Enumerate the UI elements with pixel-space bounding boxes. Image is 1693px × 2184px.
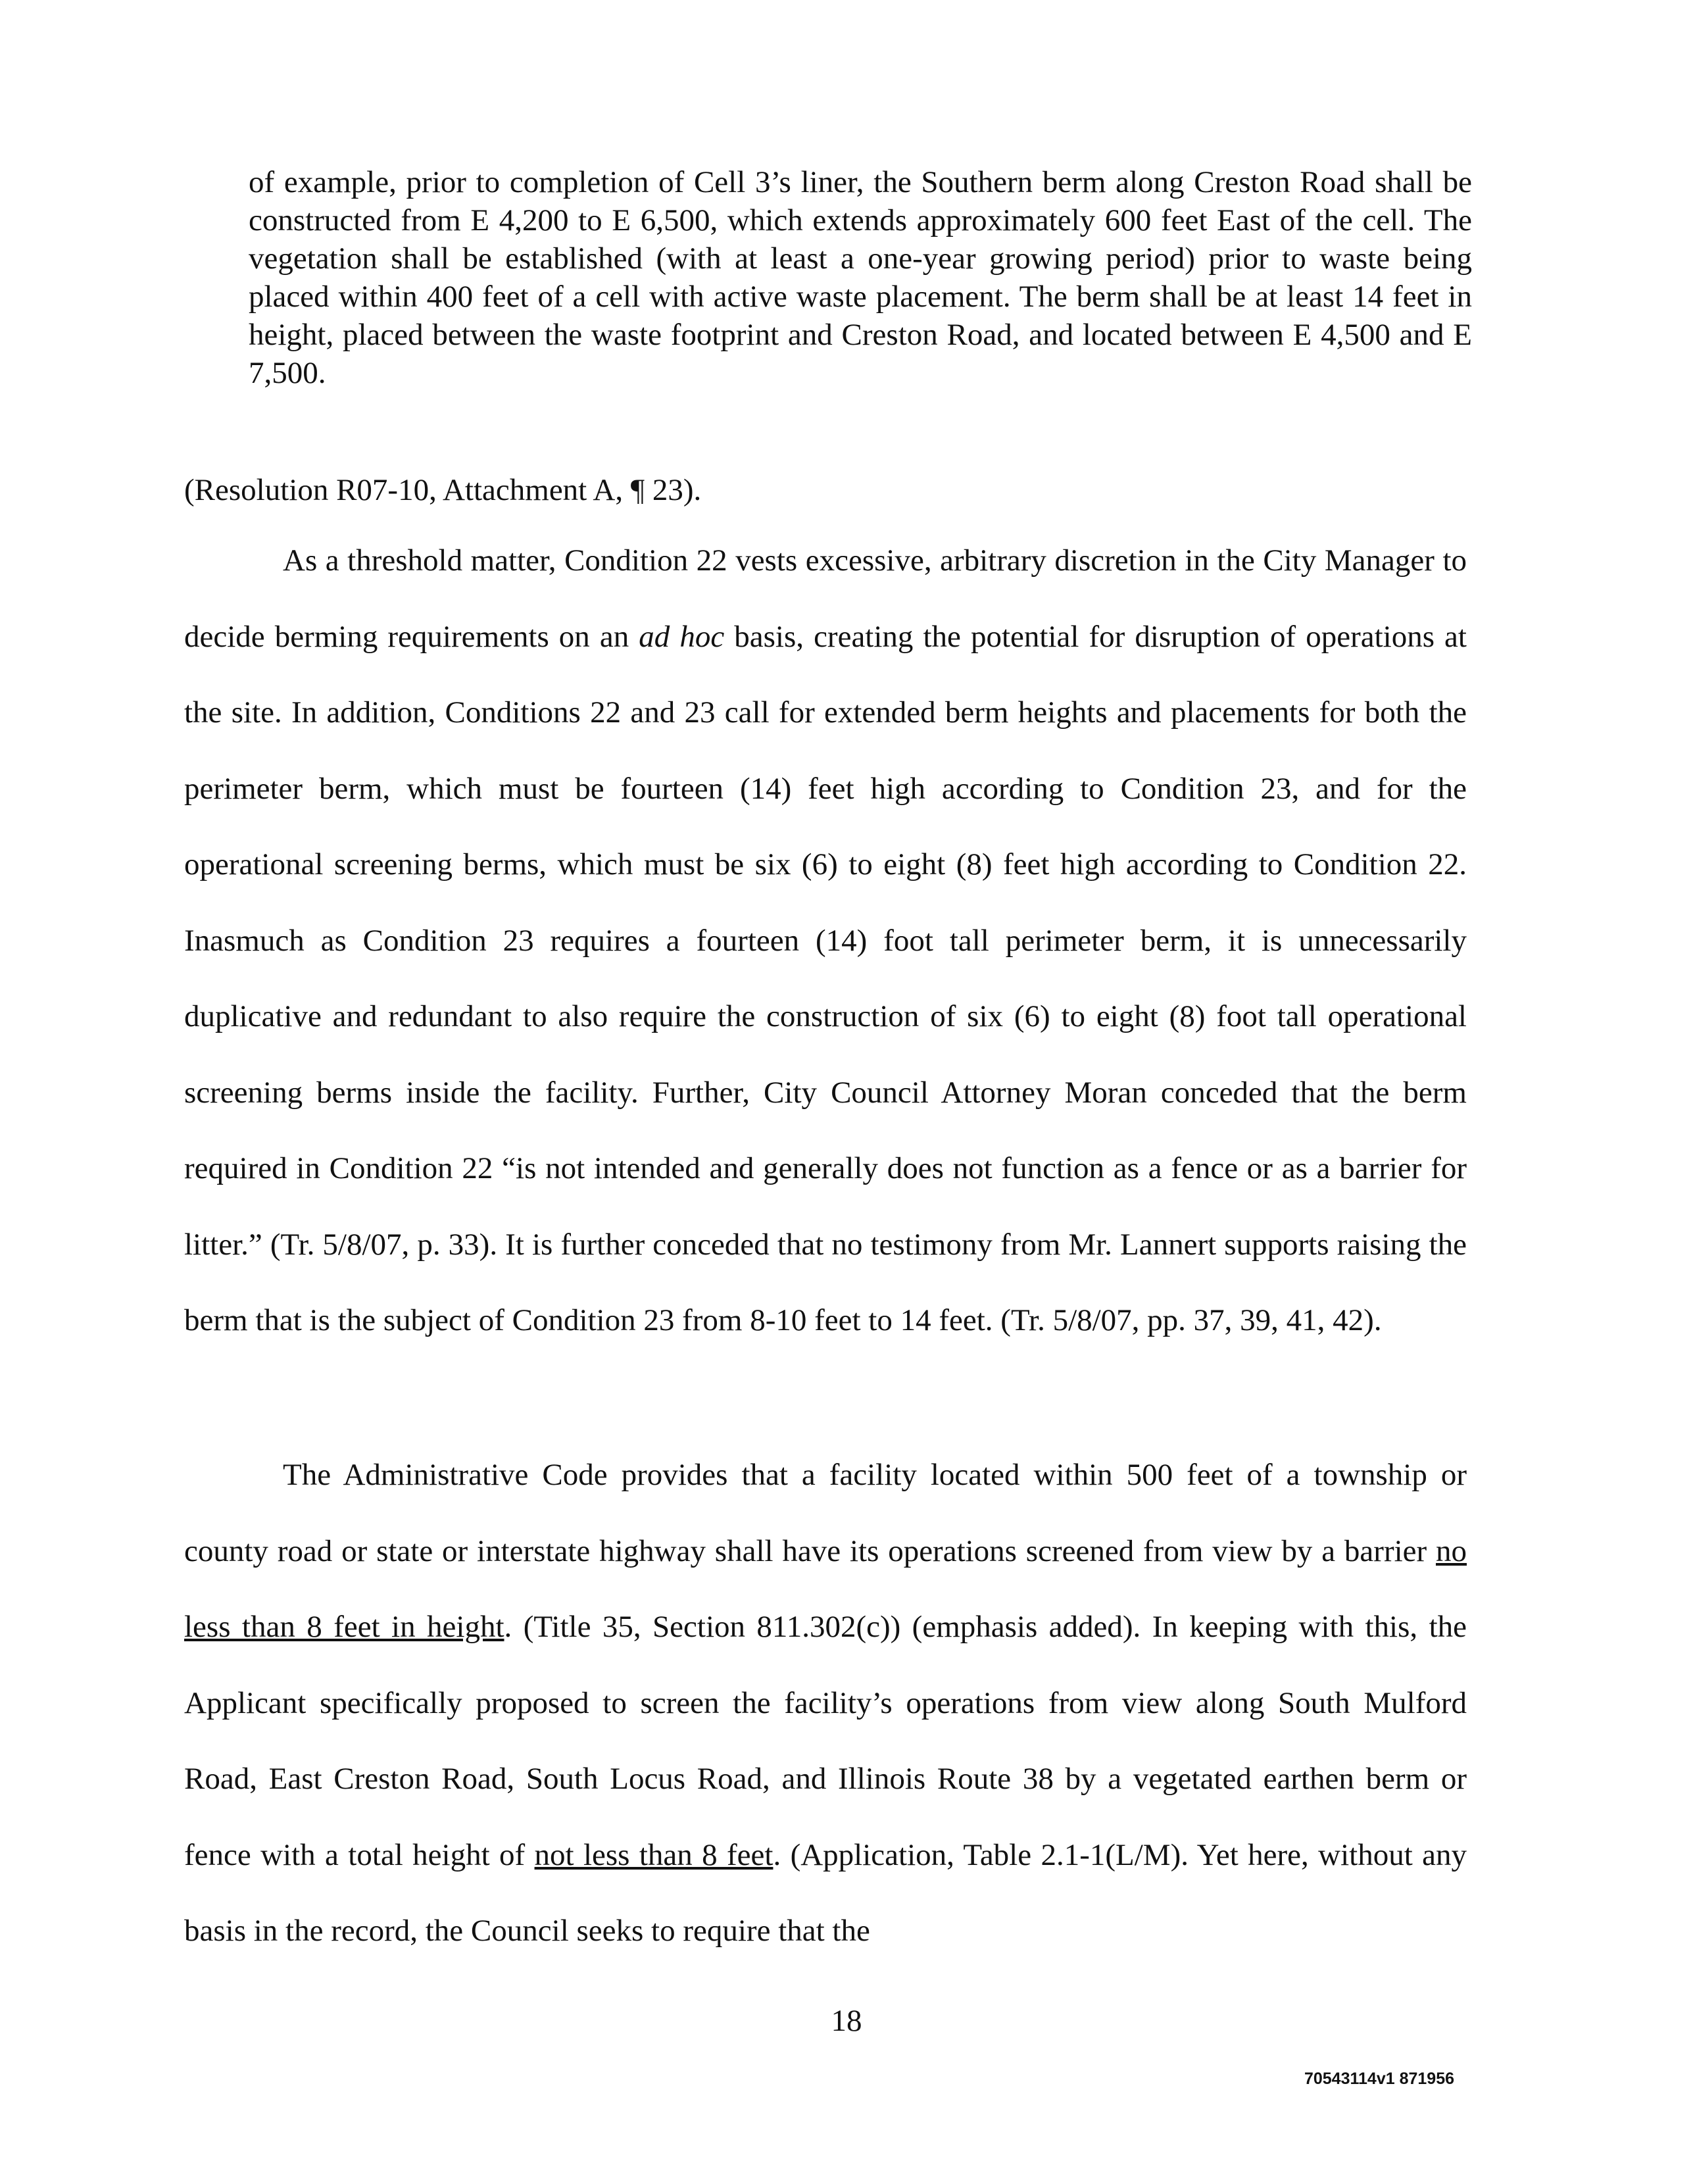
- paragraph-text: . (Application, Table 2.1-1(L/M). Yet here, without any basis in the record, the Council seeks to require that the: [184, 1837, 1467, 1948]
- paragraph-text: basis, creating the potential for disruption of operations at the site. In addition, Conditions 22 and 23 call for extended berm heights and placements for both the perimeter berm, which must be fourteen (14) feet high according to Condition 23, and for the operational screening berms, which must be six (6) to eight (8) feet high according to Condition 22. Inasmuch as Condition 23 requires a fourteen (14) foot tall perimeter berm, it is unnecessarily duplicative and redundant to also require the construction of six (6) to eight (8) foot tall operational screening berms inside the facility. Further, City Council Attorney Moran conceded that the berm required in Condition 22 “is not intended and generally does not function as a fence or as a barrier for litter.” (Tr. 5/8/07, p. 33). It is further conceded that no testimony from Mr. Lannert supports raising the berm that is the subject of Condition 23 from 8-10 feet to 14 feet. (Tr. 5/8/07, pp. 37, 39, 41, 42).: [184, 619, 1467, 1337]
- underlined-phrase: not less than 8 feet: [534, 1837, 773, 1872]
- italic-phrase: ad hoc: [639, 619, 725, 654]
- paragraph-threshold-matter: [184, 523, 1467, 1359]
- page-number: 18: [831, 2004, 862, 2038]
- document-id: 70543114v1 871956: [1304, 2070, 1454, 2088]
- paragraph-text: The Administrative Code provides that a facility located within 500 feet of a township or county road or state or interstate highway shall have its operations screened from view by a barrier: [184, 1458, 1467, 1568]
- citation: (Resolution R07-10, Attachment A, ¶ 23).: [184, 473, 702, 507]
- paragraph-administrative-code: [184, 1437, 1467, 1970]
- block-quote: of example, prior to completion of Cell 3’s liner, the Southern berm along Creston Road shall be constructed from E 4,200 to E 6,500, which extends approximately 600 feet East of the cell. The vegetation shall be established (with at least a one-year growing period) prior to waste being placed within 400 feet of a cell with active waste placement. The berm shall be at least 14 feet in height, placed between the waste footprint and Creston Road, and located between E 4,500 and E 7,500.: [249, 165, 1472, 390]
- paragraph-text: As a threshold matter, Condition 22 vests excessive, arbitrary discretion in the City Manager to decide berming requirements on an: [184, 543, 1467, 654]
- paragraph-text: . (Title 35, Section 811.302(c)) (emphasis added). In keeping with this, the Applicant specifically proposed to screen the facility’s operations from view along South Mulford Road, East Creston Road, South Locus Road, and Illinois Route 38 by a vegetated earthen berm or fence with a total height of: [184, 1610, 1467, 1872]
- underlined-phrase: no less than 8 feet in height: [184, 1533, 1467, 1644]
